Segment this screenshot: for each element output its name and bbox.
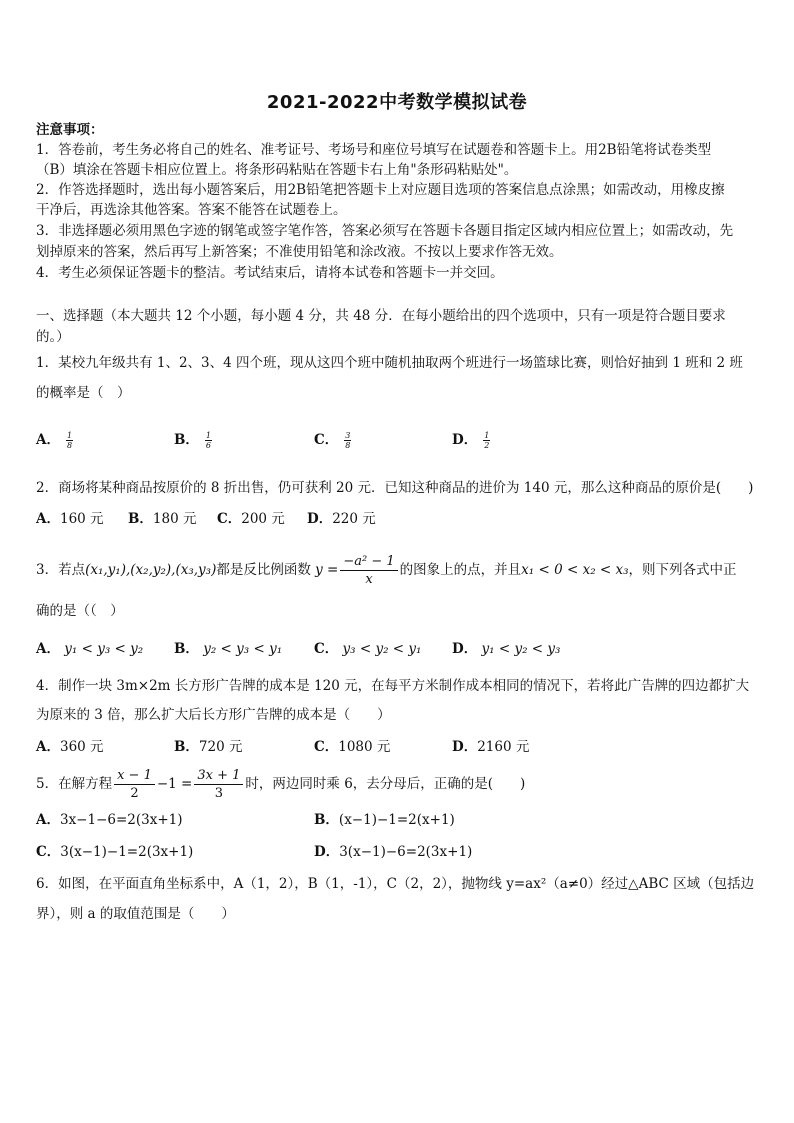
q3-suffix: ，则下列各式中正 [628,562,737,578]
option-letter: A． [36,511,60,527]
question-6-text: 6．如图，在平面直角坐标系中，A（1，2），B（1，-1），C（2，2），抛物线 y=ax²（a≠0）经过△ABC 区域（包括边 [36,876,755,892]
q2-option-c [217,510,285,528]
numerator: −a² − 1 [340,553,397,571]
question-3-text-cont: 确的是（（ ） [36,603,124,619]
fraction [205,431,212,450]
q3-func-fraction [340,553,397,588]
page-title: 2021-2022中考数学模拟试卷 [266,92,528,113]
denominator: x [365,572,373,587]
numerator: 1 [205,431,212,440]
denominator: 6 [205,441,212,450]
q1-option-b [174,431,212,450]
option-letter: C． [217,511,242,527]
notice-line: 1．答卷前，考生务必将自己的姓名、准考证号、考场号和座位号填写在试题卷和答题卡上。用2B铅笔将试卷类型 [36,142,712,158]
question-1-text-cont: 的概率是（ ） [36,385,131,401]
option-letter: C． [314,739,339,755]
notice-line: 干净后，再选涂其他答案。答案不能答在试题卷上。 [36,202,347,218]
q3-points: (x₁,y₁),(x₂,y₂),(x₃,y₃) [85,562,217,578]
q2-option-d [307,510,376,528]
fraction [344,431,351,450]
notice-line: 4．考生必须保证答题卡的整洁。考试结束后，请将本试卷和答题卡一并交回。 [36,265,504,281]
option-letter: D． [452,739,478,755]
option-text: 3(x−1)−1=2(3x+1) [60,844,194,860]
option-text: 720 元 [198,739,243,755]
option-letter: D． [452,432,478,448]
option-text: y₂ < y₃ < y₁ [203,641,283,657]
option-text: 360 元 [59,739,104,755]
notice-heading: 注意事项： [36,122,104,138]
q5-fraction-left [114,767,155,802]
notice-line: （B）填涂在答题卡相应位置上。将条形码粘贴在答题卡右上角"条形码粘贴处"。 [36,162,518,178]
question-5-text [36,767,762,802]
numerator: x − 1 [114,767,155,785]
q4-option-c [314,738,390,756]
q3-option-b [174,640,282,658]
numerator: 1 [484,431,490,440]
option-letter: C． [314,432,339,448]
option-letter: A． [36,641,60,657]
numerator: 3x + 1 [194,767,243,785]
option-text: y₃ < y₂ < y₁ [342,641,422,657]
section-heading: 一、选择题（本大题共 12 个小题，每小题 4 分，共 48 分．在每小题给出的四个选项中，只有一项是符合题目要求 [36,308,726,324]
option-text: y₁ < y₂ < y₃ [481,641,561,657]
option-text: 200 元 [241,511,285,527]
q3-option-c [314,640,421,658]
q5-prefix: 5．在解方程 [36,776,113,792]
denominator: 8 [66,441,73,450]
question-4-text: 4．制作一块 3m×2m 长方形广告牌的成本是 120 元，在每平方米制作成本相同的情况下，若将此广告牌的四边都扩大 [36,678,750,694]
q5-fraction-right [194,767,243,802]
q3-mid: 都是反比例函数 [216,562,311,578]
q4-option-d [452,738,529,756]
option-text: (x−1)−1=2(x+1) [338,812,455,828]
option-text: 3x−1−6=2(3x+1) [59,812,183,828]
denominator: 2 [484,441,490,450]
option-letter: B． [128,511,153,527]
option-letter: A． [36,812,60,828]
q5-suffix: 时，两边同时乘 6，去分母后，正确的是( ) [245,776,526,792]
q5-option-d [314,843,472,861]
option-letter: A． [36,432,60,448]
option-text: y₁ < y₃ < y₂ [64,641,144,657]
option-letter: D． [452,641,478,657]
q3-func-lhs: y = [315,562,339,578]
question-3-text [36,553,762,588]
q4-option-b [174,738,242,756]
q3-condition: x₁ < 0 < x₂ < x₃ [521,562,629,578]
denominator: 8 [345,441,351,450]
numerator: 1 [66,431,73,440]
option-letter: C． [314,641,339,657]
q3-prefix: 3．若点 [36,562,86,578]
q5-option-a [36,811,183,829]
question-2-text: 2．商场将某种商品按原价的 8 折出售，仍可获利 20 元．已知这种商品的进价为 140 元，那么这种商品的原价是( ) [36,480,754,496]
q1-option-a [36,431,73,450]
q5-option-b [314,811,455,829]
q5-mid: −1 = [156,776,193,792]
q5-option-c [36,843,193,861]
q2-option-b [128,510,196,528]
fraction [66,431,73,450]
option-text: 180 元 [152,511,197,527]
option-letter: C． [36,844,61,860]
notice-line: 3．非选择题必须用黑色字迹的钢笔或签字笔作答，答案必须写在答题卡各题目指定区域内相应位置上；如需改动，先 [36,223,734,239]
q1-option-d [452,431,490,450]
notice-line: 2．作答选择题时，选出每小题答案后，用2B铅笔把答题卡上对应题目选项的答案信息点涂黑；如需改动，用橡皮擦 [36,182,725,198]
option-letter: B． [314,812,339,828]
option-letter: B． [174,432,199,448]
option-letter: B． [174,739,199,755]
denominator: 3 [214,786,224,801]
option-letter: A． [36,739,60,755]
question-1-text: 1．某校九年级共有 1、2、3、4 四个班，现从这四个班中随机抽取两个班进行一场篮球比赛，则恰好抽到 1 班和 2 班 [36,355,743,371]
option-text: 220 元 [332,511,376,527]
q3-option-d [452,640,560,658]
option-letter: B． [174,641,199,657]
option-text: 3(x−1)−6=2(3x+1) [339,844,473,860]
option-text: 160 元 [59,511,104,527]
numerator: 3 [345,431,351,440]
section-heading-cont: 的。） [36,329,70,345]
question-6-text-cont: 界），则 a 的取值范围是（ ） [36,906,235,922]
option-letter: D． [314,844,340,860]
denominator: 2 [130,786,139,801]
q4-option-a [36,738,104,756]
q3-mid2: 的图象上的点，并且 [399,562,522,578]
option-text: 2160 元 [477,739,530,755]
notice-line: 划掉原来的答案，然后再写上新答案；不准使用铅笔和涂改液。不按以上要求作答无效。 [36,244,563,260]
q3-option-a [36,640,143,658]
fraction [483,431,490,450]
option-letter: D． [307,511,333,527]
option-text: 1080 元 [338,739,391,755]
question-4-text-cont: 为原来的 3 倍，那么扩大后长方形广告牌的成本是（ ） [36,707,391,723]
q1-option-c [314,431,351,450]
q2-option-a [36,510,104,528]
